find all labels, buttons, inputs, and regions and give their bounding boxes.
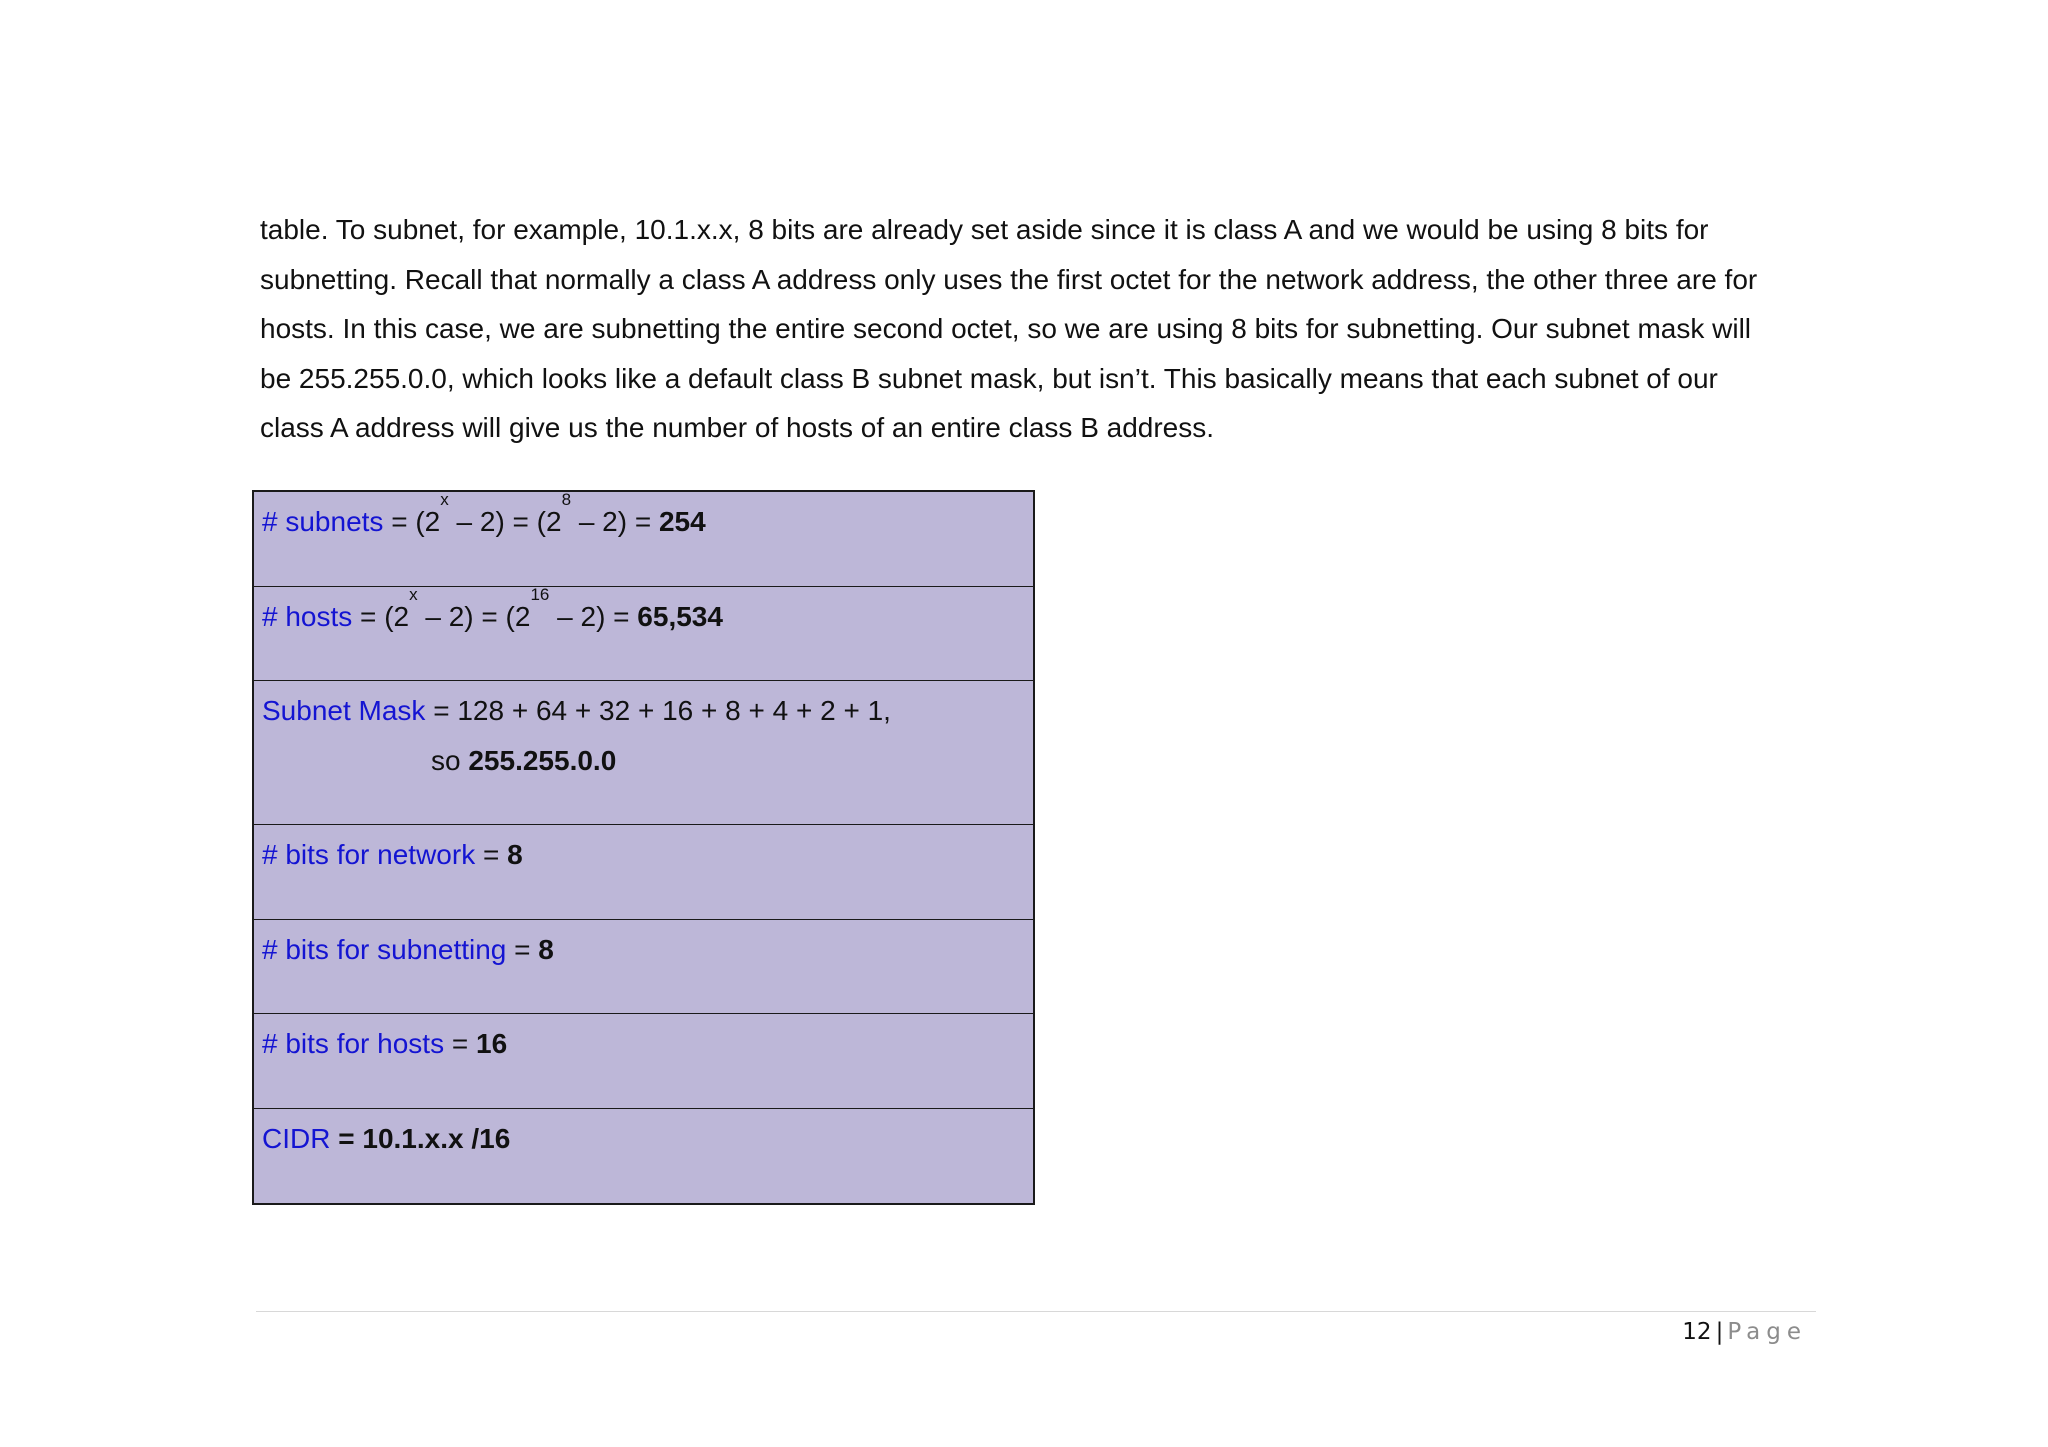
bits-network-label: # bits for network (262, 839, 476, 870)
row-bits-subnetting (254, 920, 1033, 1015)
hosts-exponent: x (409, 584, 418, 604)
bits-subnetting-eq: = (506, 933, 539, 965)
row-bits-hosts (254, 1014, 1033, 1109)
subnets-exponent: 8 (561, 490, 572, 509)
page-number: 12 (1682, 1319, 1712, 1345)
footer-divider (256, 1311, 1816, 1312)
row-cidr (254, 1109, 1033, 1204)
bits-subnetting-label: # bits for subnetting (262, 933, 507, 965)
bits-hosts-value: 16 (476, 1028, 508, 1059)
paragraph-line: be 255.255.0.0, which looks like a default class B subnet mask, but isn’t. This basically means that each subnet of our (260, 362, 1718, 394)
subnet-mask-label: Subnet Mask (262, 695, 426, 726)
footer-separator: | (1715, 1319, 1724, 1345)
subnet-mask-value: 255.255.0.0 (468, 744, 617, 776)
hosts-formula-part: – 2) = (549, 600, 638, 632)
hosts-exponent: 16 (530, 584, 550, 604)
hosts-formula-part: – 2) = (2 (417, 600, 531, 632)
cidr-value: 10.1.x.x /16 (362, 1122, 511, 1154)
paragraph-line: subnetting. Recall that normally a class A address only uses the first octet for the network address, the other three are for (260, 263, 1758, 295)
row-subnet-mask (254, 681, 1033, 825)
subnets-formula-part: – 2) = (2 (448, 506, 562, 537)
paragraph-line: class A address will give us the number of hosts of an entire class B address. (260, 412, 1215, 443)
body-paragraph (260, 205, 1830, 453)
subnet-mask-formula: = 128 + 64 + 32 + 16 + 8 + 4 + 2 + 1, (425, 695, 891, 726)
bits-hosts-eq: = (444, 1028, 477, 1059)
subnet-mask-result-line (262, 736, 1025, 786)
hosts-value: 65,534 (637, 600, 723, 632)
subnets-formula-part: – 2) = (571, 506, 659, 537)
hosts-label: # hosts (262, 600, 353, 632)
row-bits-network (254, 825, 1033, 920)
row-subnets (254, 492, 1033, 587)
bits-subnetting-value: 8 (538, 933, 554, 965)
paragraph-line: table. To subnet, for example, 10.1.x.x, 8 bits are already set aside since it is class A and we would be using 8 bits for (260, 214, 1709, 245)
bits-network-eq: = (475, 839, 508, 870)
subnets-formula-part: = (2 (383, 506, 441, 537)
hosts-formula-part: = (2 (352, 600, 410, 632)
bits-hosts-label: # bits for hosts (262, 1028, 445, 1059)
page-footer (1682, 1314, 1807, 1350)
cidr-label: CIDR (262, 1122, 331, 1154)
page-word: Page (1727, 1319, 1807, 1345)
subnet-mask-so: so (431, 744, 469, 776)
subnet-calculation-table (252, 490, 1035, 1205)
row-hosts (254, 584, 1033, 682)
subnets-label: # subnets (262, 506, 384, 537)
paragraph-line: hosts. In this case, we are subnetting the entire second octet, so we are using 8 bits for subnetting. Our subnet mask will (260, 313, 1752, 344)
subnets-exponent: x (440, 490, 449, 509)
cidr-eq: = (330, 1122, 363, 1154)
subnets-value: 254 (658, 506, 706, 537)
bits-network-value: 8 (507, 839, 523, 870)
